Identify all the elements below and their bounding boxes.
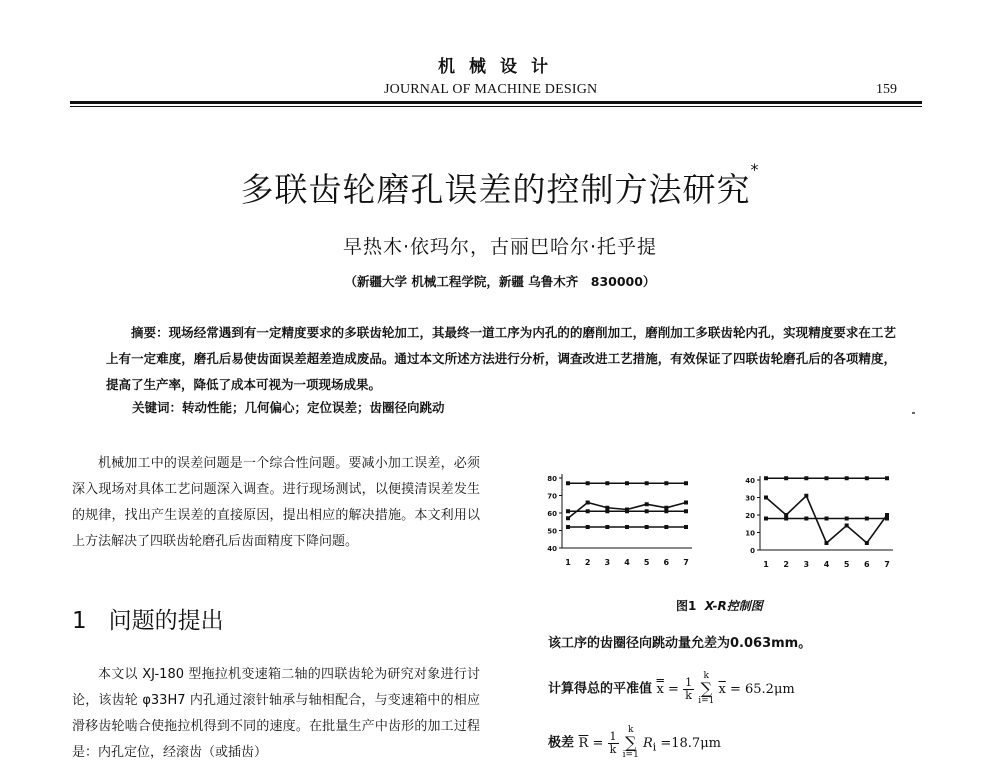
- x-y-tick-label: 70: [547, 492, 557, 501]
- abstract-label: 摘要：: [131, 325, 169, 340]
- sum-bottom: i=1: [698, 696, 715, 706]
- xbar-symbol: x: [656, 681, 664, 697]
- r-x-tick-label: 7: [884, 560, 890, 569]
- r-series-r-point: [784, 513, 788, 517]
- sum-top-2: k: [628, 725, 634, 735]
- r-series-ucl-point: [885, 476, 889, 480]
- page-number: 159: [876, 82, 897, 97]
- frac-den: k: [685, 688, 692, 702]
- figure-caption-num: 图1: [676, 599, 697, 613]
- header-rule-thin: [70, 106, 922, 107]
- r-x-tick-label: 3: [803, 560, 810, 569]
- frac-num: 1: [685, 675, 693, 689]
- r-series-r-point: [865, 541, 869, 545]
- x-series-ucl-point: [625, 481, 629, 485]
- x-series-lcl-point: [625, 525, 629, 529]
- r-x-tick-label: 6: [864, 560, 870, 569]
- r-x-tick-label: 5: [843, 560, 850, 569]
- figure-caption: [676, 597, 763, 614]
- x-series-ucl-point: [586, 481, 590, 485]
- x-y-tick-label: 80: [547, 475, 557, 483]
- x-x-tick-label: 4: [624, 558, 630, 567]
- r-series-r-point: [825, 541, 829, 545]
- x-series-lcl-point: [605, 525, 609, 529]
- r-y-tick-label: 30: [745, 494, 755, 503]
- r-y-tick-label: 0: [750, 547, 755, 555]
- section-heading: [72, 602, 224, 635]
- x-series-cl-point: [664, 509, 668, 513]
- x-series-x-point: [586, 501, 590, 505]
- r-series-r-point: [885, 513, 889, 517]
- range-result: =18.7μm: [660, 735, 721, 751]
- x-series-x-point: [625, 508, 629, 512]
- control-chart-figure: [530, 468, 910, 580]
- r-chart: [745, 476, 893, 569]
- x-series-cl-point: [586, 509, 590, 513]
- x-series-x-point: [684, 501, 688, 505]
- journal-name-cn: 机械设计: [438, 57, 562, 77]
- sum-top: k: [703, 671, 710, 681]
- r-series-r-point: [804, 494, 808, 498]
- scan-speck: [912, 412, 915, 414]
- x-series-lcl-point: [586, 525, 590, 529]
- r-series-r-point: [764, 496, 768, 500]
- rbar-symbol: $\overline{R}$: [578, 735, 589, 751]
- grand-mean-result: = 65.2μm: [729, 681, 795, 697]
- keywords-label: 关键词：: [132, 400, 183, 415]
- r-series-cl-point: [784, 517, 788, 521]
- x-y-tick-label: 40: [547, 545, 557, 553]
- journal-name-en: JOURNAL OF MACHINE DESIGN: [384, 82, 598, 97]
- x-series-ucl-point: [645, 481, 649, 485]
- x-series-lcl-point: [645, 525, 649, 529]
- x-y-tick-label: 50: [547, 527, 557, 536]
- x-series-x-point: [645, 502, 649, 506]
- r-series-cl-point: [825, 517, 829, 521]
- paper-title-text: 多联齿轮磨孔误差的控制方法研究: [240, 170, 751, 209]
- paper-authors: 早热木·依玛尔，古丽巴哈尔·托乎提: [342, 236, 658, 258]
- abstract: [106, 320, 896, 398]
- r-y-tick-label: 20: [745, 512, 755, 520]
- x-chart: [547, 474, 692, 567]
- r-x-tick-label: 4: [823, 560, 830, 569]
- r-series-ucl-point: [825, 476, 829, 480]
- x-series-ucl-point: [684, 481, 688, 485]
- x-series-x-point: [605, 506, 609, 510]
- x-series-x-point: [664, 506, 668, 510]
- header-rule-thick: [70, 101, 922, 104]
- keywords-text: 转动性能；几何偏心；定位误差；齿圈径向跳动: [182, 400, 445, 415]
- x-y-tick-label: 60: [547, 510, 557, 518]
- fraction-2: [608, 731, 619, 756]
- x-x-tick-label: 5: [643, 558, 650, 567]
- x-series-x-point: [566, 516, 570, 520]
- tolerance-text: 该工序的齿圈径向跳动量允差为0.063mm。: [548, 636, 812, 651]
- r-x-tick-label: 2: [783, 560, 789, 569]
- x-x-tick-label: 1: [565, 558, 571, 567]
- r-series-cl-point: [865, 517, 869, 521]
- r-series-cl-point: [804, 517, 808, 521]
- figure-caption-text: X-R控制图: [704, 599, 763, 613]
- r-y-tick-label: 10: [745, 529, 755, 538]
- x-series-lcl-point: [566, 525, 570, 529]
- abstract-text: 现场经常遇到有一定精度要求的多联齿轮加工，其最终一道工序为内孔的的磨削加工，磨削加工多联齿轮内孔，实现精度要求在工艺上有一定难度，磨孔后易使齿面误差超差造成废品。通过本文所述方法进行分析，调查改进工艺措施，有效保证了四联齿轮磨孔后的各项精度，提高了生产率，降低了成本可视为一项现场成果。: [106, 325, 896, 392]
- r-series-r-point: [845, 524, 849, 528]
- sum-term-r: R: [642, 735, 653, 751]
- r-series-ucl-point: [804, 476, 808, 480]
- range-formula: 极差 $\overline{R}$ = $\frac{1}{k}$ k ∑ i=1 $R_i =18.7\mu m$: [548, 725, 721, 760]
- intro-paragraph: 机械加工中的误差问题是一个综合性问题。要减小加工误差，必须深入现场对具体工艺问题深入调查。进行现场测试，以便摸清误差发生的规律，找出产生误差的直接原因，提出相应的解决措施。本文利用以上方法解决了四联齿轮磨孔后齿面精度下降问题。: [72, 456, 480, 549]
- sum-symbol: k ∑ i=1: [698, 671, 715, 706]
- sum-bottom-2: i=1: [622, 750, 639, 760]
- frac-num-2: 1: [609, 729, 617, 743]
- x-series-cl-point: [684, 509, 688, 513]
- paper-affiliation: （新疆大学 机械工程学院，新疆 乌鲁木齐 830000）: [344, 274, 656, 289]
- section-number: 1: [72, 608, 87, 634]
- r-x-tick-label: 1: [763, 560, 769, 569]
- r-y-tick-label: 40: [745, 477, 755, 485]
- frac-den-2: k: [609, 742, 617, 756]
- r-series-cl-point: [764, 517, 768, 521]
- paper-title: [0, 160, 1000, 211]
- range-label: 极差: [548, 735, 575, 751]
- r-series-ucl-point: [845, 476, 849, 480]
- section-paragraph: 本文以 XJ-180 型拖拉机变速箱二轴的四联齿轮为研究对象进行讨论，该齿轮 φ33H7 内孔通过滚针轴承与轴相配合，与变速箱中的相应滑移齿轮啮合使拖拉机得到不同的速度。在批量生产中齿形的加工过程是：内孔定位，经滚齿（或插齿）: [72, 667, 480, 760]
- section-title: 问题的提出: [108, 608, 224, 634]
- r-series-ucl-point: [764, 476, 768, 480]
- x-x-tick-label: 3: [604, 558, 611, 567]
- x-series-lcl-point: [684, 525, 688, 529]
- sum-term-2: [642, 735, 657, 754]
- r-series-ucl-point: [784, 476, 788, 480]
- keywords: [132, 398, 445, 416]
- sum-term: $\overline{x}$: [718, 681, 726, 697]
- x-series-ucl-point: [566, 481, 570, 485]
- title-footnote-mark: *: [750, 160, 760, 179]
- x-x-tick-label: 7: [683, 558, 689, 567]
- r-series-ucl-point: [865, 476, 869, 480]
- r-series-cl-point: [845, 517, 849, 521]
- x-series-cl-point: [605, 509, 609, 513]
- fraction: [683, 677, 694, 702]
- sum-symbol-2: k ∑ i=1: [622, 725, 639, 760]
- grand-mean-formula: 计算得总的平准值 x = $\frac{1}{k}$ k ∑ i=1 $\overline{x} = 65.2\mu m$: [548, 671, 795, 706]
- x-x-tick-label: 2: [584, 558, 591, 567]
- sum-term-sub: i: [652, 740, 657, 754]
- x-series-cl-point: [566, 509, 570, 513]
- x-series-cl-point: [645, 509, 649, 513]
- x-series-ucl-point: [664, 481, 668, 485]
- x-series-lcl-point: [664, 525, 668, 529]
- grand-mean-label: 计算得总的平准值: [548, 681, 653, 697]
- x-x-tick-label: 6: [663, 558, 670, 567]
- x-series-ucl-point: [605, 481, 609, 485]
